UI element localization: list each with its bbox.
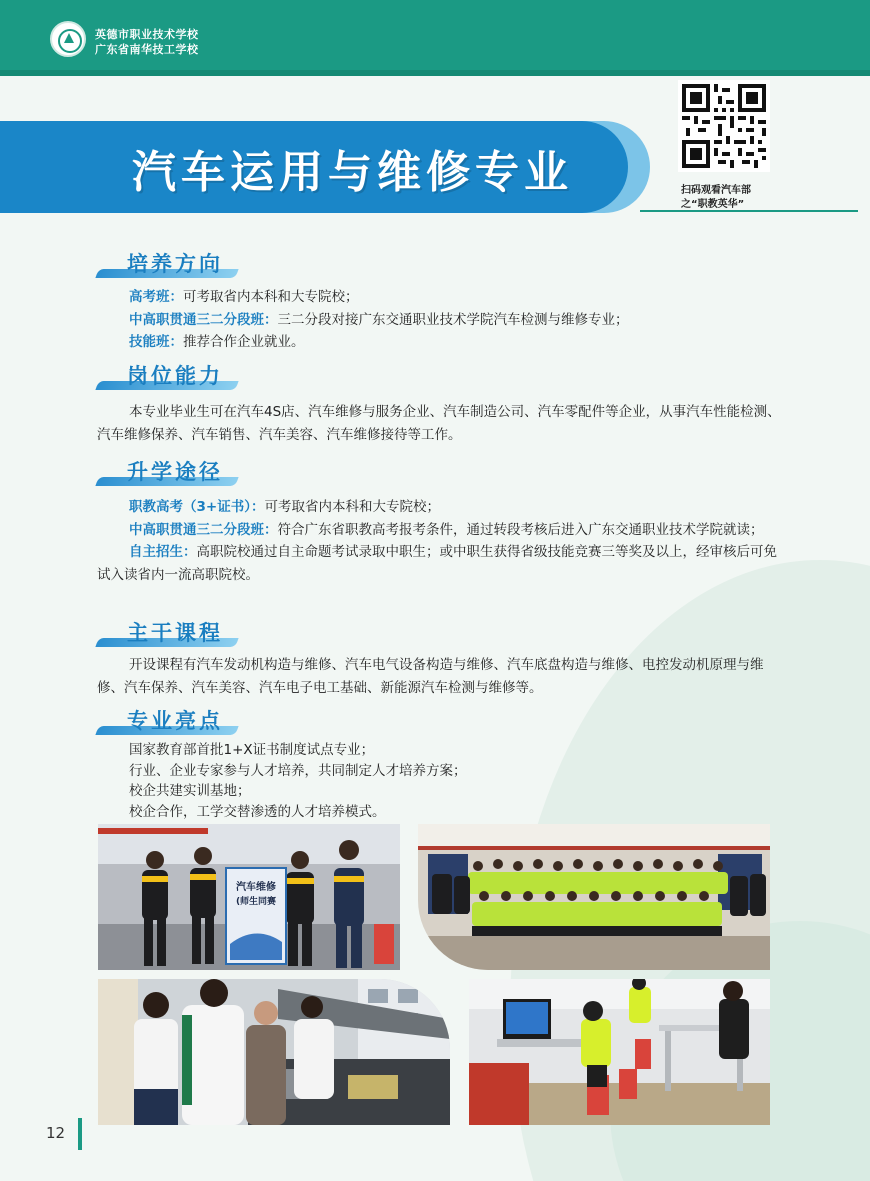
list-item: 校企共建实训基地；	[129, 783, 251, 799]
photo-group	[418, 824, 770, 970]
qr-caption-line-1: 扫码观看汽车部	[681, 185, 751, 196]
section-heading-ability	[97, 360, 237, 392]
ability-text: 本专业毕业生可在汽车4S店、汽车维修与服务企业、汽车制造公司、汽车零配件等企业，从事汽车性能检测、汽车维修保养、汽车销售、汽车美容、汽车维修接待等工作。	[97, 404, 781, 443]
list-item: 高考班：可考取省内本科和大专院校；	[129, 289, 359, 305]
page-number-marker	[78, 1118, 82, 1150]
courses-text: 开设课程有汽车发动机构造与维修、汽车电气设备构造与维修、汽车底盘构造与维修、电控发动机原理与维修、汽车保养、汽车美容、汽车电子电工基础、新能源汽车检测与维修等。	[97, 657, 764, 696]
photo-engine-teaching	[98, 979, 450, 1125]
heading-text: 升学途径	[127, 460, 223, 484]
heading-text: 主干课程	[127, 621, 223, 645]
banner-divider	[640, 210, 858, 212]
path-list	[97, 496, 787, 586]
section-heading-courses	[97, 617, 237, 649]
qr-code-icon	[682, 84, 766, 168]
list-item: 校企合作，工学交替渗透的人才培养模式。	[129, 803, 386, 820]
list-item: 职教高考（3+证书）：可考取省内本科和大专院校；	[129, 499, 440, 515]
heading-text: 专业亮点	[127, 709, 223, 733]
list-item: 中高职贯通三二分段班：三二分段对接广东交通职业技术学院汽车检测与维修专业；	[129, 311, 629, 328]
section-heading-path	[97, 456, 237, 488]
photo-competition-students	[98, 824, 400, 970]
list-item: 自主招生：高职院校通过自主命题考试录取中职生；或中职生获得省级技能竞赛三等奖及以上，经审核后可免试入读省内一流高职院校。	[97, 544, 777, 583]
section-heading-training	[97, 248, 237, 280]
list-item: 技能班：推荐合作企业就业。	[129, 334, 305, 350]
page-number: 12	[46, 1124, 66, 1142]
qr-code[interactable]	[678, 80, 770, 172]
list-item: 中高职贯通三二分段班：符合广东省职教高考报考条件，通过转段考核后进入广东交通职业技术学院就读；	[129, 521, 764, 538]
list-item: 行业、企业专家参与人才培养，共同制定人才培养方案；	[129, 762, 467, 779]
training-list	[97, 286, 787, 354]
page-title: 汽车运用与维修专业	[132, 147, 573, 198]
school-name-1: 英德市职业技术学校	[95, 28, 199, 41]
heading-text: 培养方向	[127, 252, 223, 276]
photo-sign-text-1: 汽车维修	[236, 882, 276, 893]
school-logo-icon	[50, 21, 86, 57]
photo-exam-room	[469, 979, 770, 1125]
school-name-2: 广东省南华技工学校	[95, 43, 199, 56]
heading-text: 岗位能力	[127, 364, 223, 388]
photo-sign-text-2: (师生同赛	[235, 897, 277, 907]
section-heading-highlights	[97, 705, 237, 737]
list-item: 国家教育部首批1+X证书制度试点专业；	[129, 742, 375, 758]
highlights-list	[97, 740, 787, 822]
qr-caption-line-2: 之“职教英华”	[681, 199, 745, 210]
